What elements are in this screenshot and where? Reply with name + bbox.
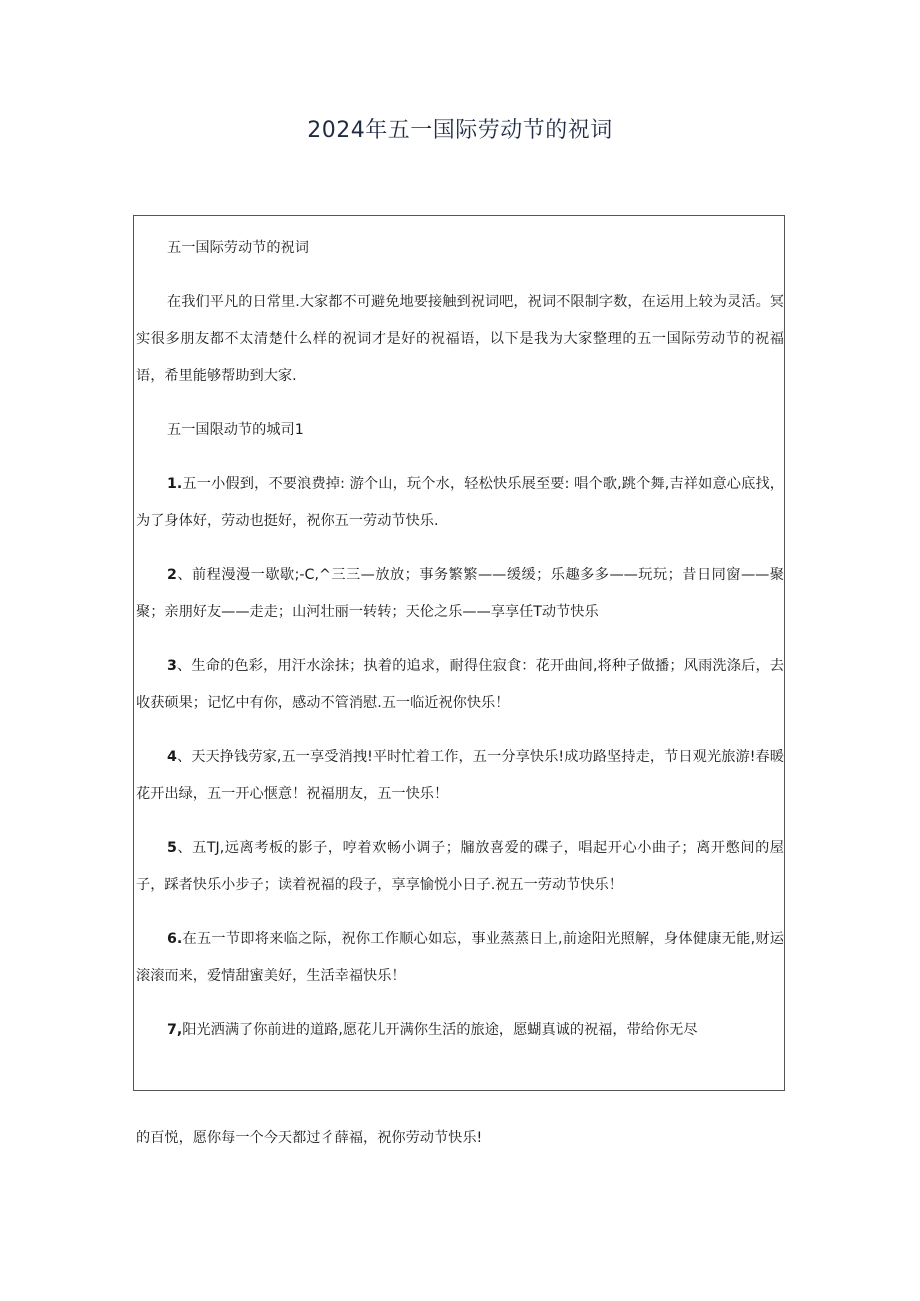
wish-text: 、前程漫漫一歇歇;-C,^三三—放放；事务繁繁——缓缓；乐趣多多——玩玩；昔日同窗——聚聚；亲朋好友——走走；山河壮丽一转转；天伦之乐——享享任T动节快乐 xyxy=(136,567,784,620)
wish-number: 4 xyxy=(167,749,177,765)
wish-number: 1. xyxy=(167,476,183,492)
wish-item-1 xyxy=(136,466,784,540)
wish-item-4 xyxy=(136,739,784,813)
wish-number: 2 xyxy=(167,567,177,583)
wish-item-5 xyxy=(136,830,784,904)
wish-item-7 xyxy=(136,1012,784,1049)
wish-number: 7, xyxy=(167,1022,183,1038)
wish-text: 五一小假到，不要浪费掉: 游个山，玩个水，轻松快乐展至要: 唱个歌,跳个舞,吉祥如意心底找，为了身体好，劳动也挺好，祝你五一劳动节快乐. xyxy=(136,476,784,529)
document-body xyxy=(136,230,784,1049)
wish-number: 5 xyxy=(167,840,177,856)
document-title: 2024年五一国际劳动节的祝词 xyxy=(307,118,613,143)
wish-text: 、五TJ,远离考板的影子，哼着欢畅小调子；牖放喜爱的碟子，唱起开心小曲子；离开憋间的屋子，踩者快乐小步子；读着祝福的段子，享享愉悦小日子.祝五一劳动节快乐！ xyxy=(136,840,784,893)
wish-item-6 xyxy=(136,921,784,995)
wish-text: 阳光洒满了你前进的道路,愿花儿开满你生活的旅途，愿蝴真诚的祝福，带给你无尽 xyxy=(182,1022,698,1038)
document-heading: 五一国际劳动节的祝词 xyxy=(167,240,309,256)
wish-item-2 xyxy=(136,557,784,631)
wish-text: 、天天挣钱劳家,五一享受消拽!平时忙着工作，五一分享快乐!成功路坚持走，节日观光旅游!春暖花开出绿，五一开心惬意！祝福朋友，五一快乐！ xyxy=(136,749,784,802)
wish-text: 、生命的色彩，用汗水涂抹；执着的追求，耐得住寂食：花开曲间,将种子做播；风雨洗涤后，去收获硕果；记忆中有你，感动不管消慰.五一临近祝你快乐！ xyxy=(136,658,784,711)
wish-number: 6. xyxy=(167,931,183,947)
section-title: 五一国限动节的城司1 xyxy=(167,422,304,438)
wish-item-3 xyxy=(136,648,784,722)
intro-paragraph: 在我们平凡的日常里.大家都不可避免地要接触到祝词吧，祝词不限制字数，在运用上较为灵活。冥实很多朋友都不太清楚什么样的祝词才是好的祝福语，以下是我为大家整理的五一国际劳动节的祝福语，希里能够帮助到大家. xyxy=(136,294,784,384)
wish-item-7-continuation: 的百悦，愿你每一个今天都过彳薛福，祝你劳动节快乐! xyxy=(136,1130,483,1146)
wish-text: 在五一节即将来临之际，祝你工作顺心如忘，事业蒸蒸日上,前途阳光照解，身体健康无能,财运滚滚而来，爱情甜蜜美好，生活幸福快乐！ xyxy=(136,931,784,984)
wish-number: 3 xyxy=(167,658,177,674)
